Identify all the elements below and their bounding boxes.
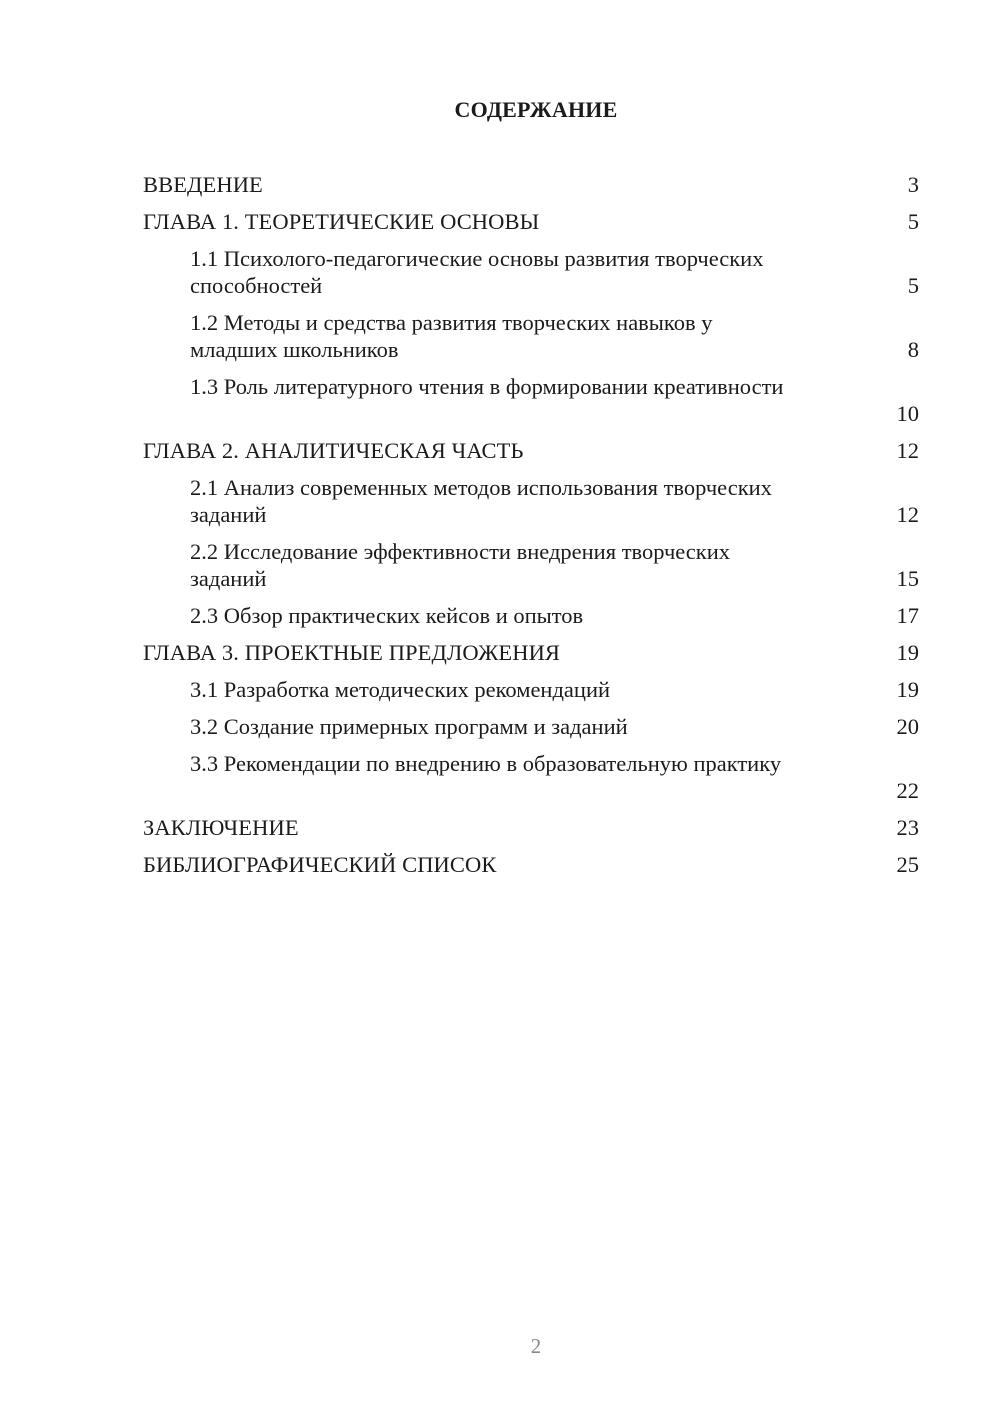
toc-entry-text: ГЛАВА 3. ПРОЕКТНЫЕ ПРЕДЛОЖЕНИЯ xyxy=(143,640,561,665)
table-of-contents xyxy=(143,172,919,889)
toc-entry-text: 1.2 Методы и средства развития творческих навыков у младших школьников xyxy=(190,310,713,362)
toc-entry-page: 3 xyxy=(907,172,919,197)
toc-entry-section-2-3[interactable] xyxy=(143,603,919,640)
toc-entry-bibliography[interactable] xyxy=(143,852,919,889)
toc-entry-section-3-3[interactable] xyxy=(143,751,919,815)
toc-entry-chapter-1[interactable] xyxy=(143,209,919,246)
toc-entry-section-3-2[interactable] xyxy=(143,714,919,751)
toc-entry-text: 2.3 Обзор практических кейсов и опытов xyxy=(190,603,584,628)
page-title: СОДЕРЖАНИЕ xyxy=(454,97,618,122)
toc-entry-page: 20 xyxy=(896,714,919,739)
toc-entry-section-2-1[interactable] xyxy=(143,475,919,539)
toc-entry-text: 2.2 Исследование эффективности внедрения творческих заданий xyxy=(190,539,731,591)
toc-entry-text: 3.3 Рекомендации по внедрению в образовательную практику xyxy=(190,751,782,776)
toc-entry-page: 15 xyxy=(896,566,919,591)
toc-entry-text: 3.1 Разработка методических рекомендаций xyxy=(190,677,611,702)
toc-entry-text: ЗАКЛЮЧЕНИЕ xyxy=(143,815,299,840)
toc-entry-section-1-3[interactable] xyxy=(143,374,919,438)
toc-entry-text: 1.1 Психолого-педагогические основы развития творческих способностей xyxy=(190,246,764,298)
toc-entry-page: 22 xyxy=(896,778,919,803)
toc-entry-page: 19 xyxy=(896,640,919,665)
toc-entry-page: 12 xyxy=(896,438,919,463)
toc-entry-page: 5 xyxy=(907,209,919,234)
toc-entry-page: 19 xyxy=(896,677,919,702)
toc-entry-section-1-2[interactable] xyxy=(143,310,919,374)
toc-entry-conclusion[interactable] xyxy=(143,815,919,852)
toc-entry-section-2-2[interactable] xyxy=(143,539,919,603)
toc-entry-page: 25 xyxy=(896,852,919,877)
page-number: 2 xyxy=(530,1334,542,1358)
toc-entry-introduction[interactable] xyxy=(143,172,919,209)
toc-entry-page: 12 xyxy=(896,502,919,527)
toc-entry-chapter-3[interactable] xyxy=(143,640,919,677)
toc-entry-text: ГЛАВА 1. ТЕОРЕТИЧЕСКИЕ ОСНОВЫ xyxy=(143,209,540,234)
toc-entry-page: 8 xyxy=(907,337,919,362)
toc-entry-text: ВВЕДЕНИЕ xyxy=(143,172,263,197)
toc-entry-text: 2.1 Анализ современных методов использования творческих заданий xyxy=(190,475,772,527)
toc-entry-section-3-1[interactable] xyxy=(143,677,919,714)
toc-entry-page: 23 xyxy=(896,815,919,840)
toc-entry-page: 17 xyxy=(896,603,919,628)
toc-entry-text: 1.3 Роль литературного чтения в формировании креативности xyxy=(190,374,784,399)
toc-entry-page: 5 xyxy=(907,273,919,298)
toc-entry-text: 3.2 Создание примерных программ и заданий xyxy=(190,714,628,739)
toc-entry-text: БИБЛИОГРАФИЧЕСКИЙ СПИСОК xyxy=(143,852,497,877)
toc-entry-chapter-2[interactable] xyxy=(143,438,919,475)
toc-entry-page: 10 xyxy=(896,401,919,426)
toc-entry-text: ГЛАВА 2. АНАЛИТИЧЕСКАЯ ЧАСТЬ xyxy=(143,438,524,463)
toc-entry-section-1-1[interactable] xyxy=(143,246,919,310)
